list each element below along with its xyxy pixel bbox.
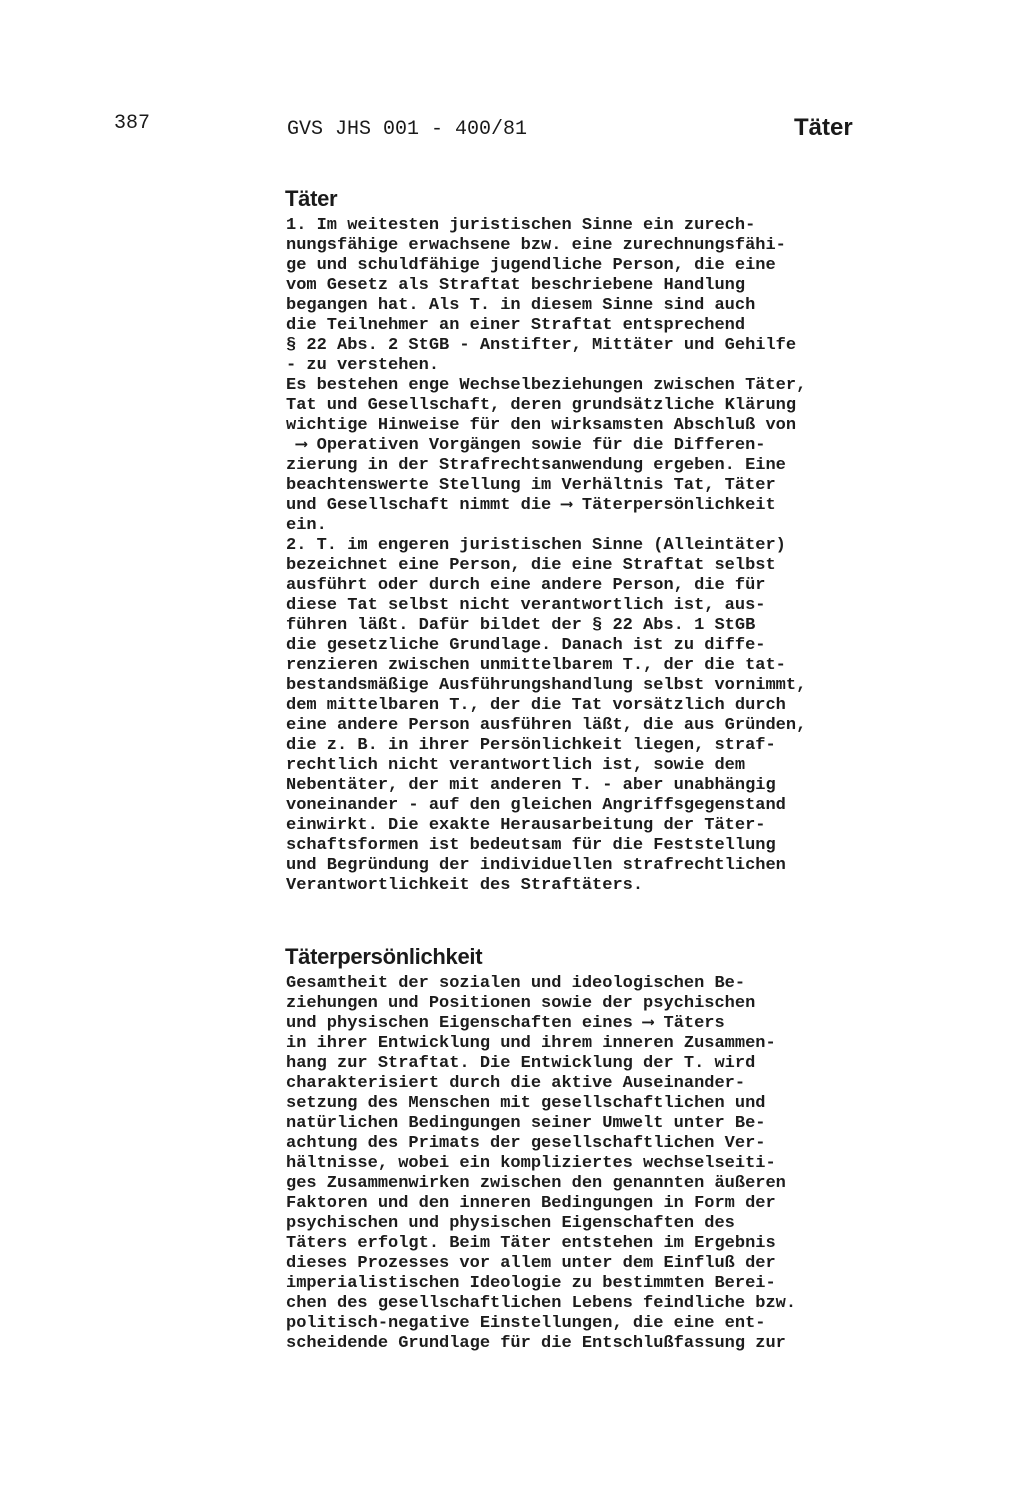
text-line: chen des gesellschaftlichen Lebens feindliche bzw. xyxy=(286,1294,797,1313)
entry-text-taeter xyxy=(286,216,926,896)
text-line: Täters erfolgt. Beim Täter entstehen im Ergebnis xyxy=(286,1234,776,1253)
text-line: hang zur Straftat. Die Entwicklung der T. wird xyxy=(286,1054,756,1073)
text-line: ⟶ Operativen Vorgängen sowie für die Differen- xyxy=(286,436,766,455)
text-line: renzieren zwischen unmittelbarem T., der die tat- xyxy=(286,656,786,675)
text-line: 2. T. im engeren juristischen Sinne (Alleintäter) xyxy=(286,536,786,555)
text-line: nungsfähige erwachsene bzw. eine zurechnungsfähi- xyxy=(286,236,786,255)
text-line: voneinander - auf den gleichen Angriffsgegenstand xyxy=(286,796,786,815)
text-line: ges Zusammenwirken zwischen den genannten äußeren xyxy=(286,1174,786,1193)
text-line: charakterisiert durch die aktive Auseinander- xyxy=(286,1074,746,1093)
text-line: begangen hat. Als T. in diesem Sinne sind auch xyxy=(286,296,756,315)
text-line: Gesamtheit der sozialen und ideologischen Be- xyxy=(286,974,746,993)
text-line: Nebentäter, der mit anderen T. - aber unabhängig xyxy=(286,776,776,795)
text-line: wichtige Hinweise für den wirksamsten Abschluß von xyxy=(286,416,797,435)
text-line: - zu verstehen. xyxy=(286,356,440,375)
text-line: zierung in der Strafrechtsanwendung ergeben. Eine xyxy=(286,456,786,475)
text-line: Faktoren und den inneren Bedingungen in Form der xyxy=(286,1194,776,1213)
entry-heading-taeter: Täter xyxy=(285,186,338,211)
text-line: 1. Im weitesten juristischen Sinne ein zurech- xyxy=(286,216,756,235)
text-line: natürlichen Bedingungen seiner Umwelt unter Be- xyxy=(286,1114,766,1133)
text-line: die z. B. in ihrer Persönlichkeit liegen, straf- xyxy=(286,736,776,755)
text-line: setzung des Menschen mit gesellschaftlichen und xyxy=(286,1094,766,1113)
text-line: die gesetzliche Grundlage. Danach ist zu diffe- xyxy=(286,636,766,655)
text-line: einwirkt. Die exakte Herausarbeitung der Täter- xyxy=(286,816,766,835)
text-line: vom Gesetz als Straftat beschriebene Handlung xyxy=(286,276,746,295)
text-line: imperialistischen Ideologie zu bestimmten Berei- xyxy=(286,1274,776,1293)
text-line: und Gesellschaft nimmt die ⟶ Täterpersönlichkeit xyxy=(286,496,776,515)
text-line: diese Tat selbst nicht verantwortlich ist, aus- xyxy=(286,596,766,615)
text-line: scheidende Grundlage für die Entschlußfassung zur xyxy=(286,1334,786,1353)
text-line: rechtlich nicht verantwortlich ist, sowie dem xyxy=(286,756,746,775)
document-reference: GVS JHS 001 - 400/81 xyxy=(287,118,528,141)
text-line: beachtenswerte Stellung im Verhältnis Tat, Täter xyxy=(286,476,776,495)
text-line: ausführt oder durch eine andere Person, die für xyxy=(286,576,766,595)
running-head: Täter xyxy=(794,114,853,141)
text-line: bezeichnet eine Person, die eine Straftat selbst xyxy=(286,556,776,575)
text-line: § 22 Abs. 2 StGB - Anstifter, Mittäter und Gehilfe xyxy=(286,336,797,355)
page-number: 387 xyxy=(114,112,151,135)
text-line: hältnisse, wobei ein kompliziertes wechselseiti- xyxy=(286,1154,776,1173)
text-line: achtung des Primats der gesellschaftlichen Ver- xyxy=(286,1134,766,1153)
text-line: psychischen und physischen Eigenschaften des xyxy=(286,1214,735,1233)
text-line: bestandsmäßige Ausführungshandlung selbst vornimmt, xyxy=(286,676,807,695)
text-line: ein. xyxy=(286,516,327,535)
entry-heading-taeterpersoenlichkeit: Täterpersönlichkeit xyxy=(285,944,483,969)
text-line: die Teilnehmer an einer Straftat entsprechend xyxy=(286,316,746,335)
text-line: und physischen Eigenschaften eines ⟶ Täters xyxy=(286,1014,725,1033)
entry-text-taeterpersoenlichkeit xyxy=(286,974,926,1354)
text-line: in ihrer Entwicklung und ihrem inneren Zusammen- xyxy=(286,1034,776,1053)
text-line: dem mittelbaren T., der die Tat vorsätzlich durch xyxy=(286,696,786,715)
text-line: schaftsformen ist bedeutsam für die Feststellung xyxy=(286,836,776,855)
text-line: politisch-negative Einstellungen, die eine ent- xyxy=(286,1314,766,1333)
text-line: Verantwortlichkeit des Straftäters. xyxy=(286,876,644,895)
text-line: eine andere Person ausführen läßt, die aus Gründen, xyxy=(286,716,807,735)
text-line: Tat und Gesellschaft, deren grundsätzliche Klärung xyxy=(286,396,797,415)
text-line: ge und schuldfähige jugendliche Person, die eine xyxy=(286,256,776,275)
text-line: dieses Prozesses vor allem unter dem Einfluß der xyxy=(286,1254,776,1273)
text-line: und Begründung der individuellen strafrechtlichen xyxy=(286,856,786,875)
text-line: Es bestehen enge Wechselbeziehungen zwischen Täter, xyxy=(286,376,807,395)
text-line: ziehungen und Positionen sowie der psychischen xyxy=(286,994,756,1013)
text-line: führen läßt. Dafür bildet der § 22 Abs. 1 StGB xyxy=(286,616,756,635)
